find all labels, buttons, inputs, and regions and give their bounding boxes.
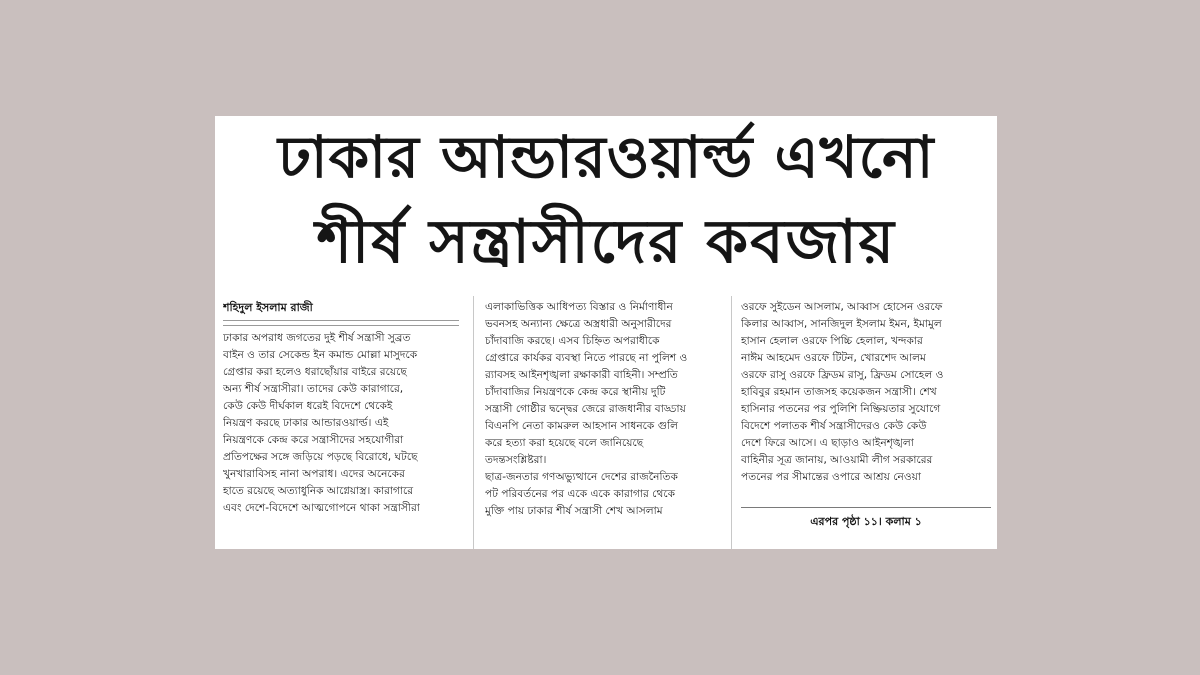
column-3-body: [741, 299, 991, 486]
article-line: কিলার আব্বাস, সানজিদুল ইসলাম ইমন, ইমামুল: [741, 318, 942, 330]
article-line: চাঁদাবাজি করছে। এসব চিহ্নিত অপরাধীকে: [485, 335, 660, 347]
article-line: পতনের পর সীমান্তের ওপারে আশ্রয় নেওয়া: [741, 471, 921, 483]
article-line: চাঁদাবাজির নিয়ন্ত্রণকে কেন্দ্র করে স্থানীয় দুটি: [485, 386, 666, 398]
article-line: তদন্তসংশ্লিষ্টরা।: [485, 454, 547, 466]
article-line: এলাকাভিত্তিক আধিপত্য বিস্তার ও নির্মাণাধীন: [485, 301, 673, 313]
continuation-note: এরপর পৃষ্ঠা ১১। কলাম ১: [810, 515, 922, 528]
article-line: কেউ কেউ দীর্ঘকাল ধরেই বিদেশে থেকেই: [223, 400, 393, 412]
article-line: প্রতিপক্ষের সঙ্গে জড়িয়ে পড়ছে বিরোধে, ঘটছে: [223, 451, 418, 463]
article-line: হাসিনার পতনের পর পুলিশি নিষ্ক্রিয়তার সুযোগে: [741, 403, 941, 415]
article-line: বাহিনীর সূত্র জানায়, আওয়ামী লীগ সরকারের: [741, 454, 933, 466]
article-line: ওরফে রাসু ওরফে ফ্রিডম রাসু, ফ্রিডম সোহেল ও: [741, 369, 944, 381]
newspaper-clipping: [215, 116, 997, 549]
article-line: এবং দেশে-বিদেশে আত্মগোপনে থাকা সন্ত্রাসীরা: [223, 502, 420, 514]
continuation-rule: [741, 507, 991, 508]
headline-line-2: শীর্ষ সন্ত্রাসীদের কবজায়: [316, 207, 896, 277]
article-line: বিএনপি নেতা কামরুল আহসান সাধনকে গুলি: [485, 420, 679, 432]
byline: শহিদুল ইসলাম রাজী: [223, 301, 313, 314]
article-line: অন্য শীর্ষ সন্ত্রাসীরা। তাদের কেউ কারাগারে,: [223, 383, 404, 395]
article-column-2: [485, 299, 721, 549]
article-line: ওরফে সুইডেন আসলাম, আব্বাস হোসেন ওরফে: [741, 301, 943, 313]
article-line: গ্রেপ্তার করা হলেও ধরাছোঁয়ার বাইরে রয়েছে: [223, 366, 407, 378]
column-2-body: [485, 299, 721, 520]
article-line: বিদেশে পলাতক শীর্ষ সন্ত্রাসীদেরও কেউ কেউ: [741, 420, 927, 432]
article-line: ঢাকার অপরাধ জগতের দুই শীর্ষ সন্ত্রাসী সুব্রত: [223, 332, 411, 344]
article-line: ছাত্র-জনতার গণঅভ্যুত্থানে দেশের রাজনৈতিক: [485, 471, 678, 483]
article-line: নিয়ন্ত্রণ করছে ঢাকার আন্ডারওয়ার্ল্ড। এই: [223, 417, 389, 429]
byline-rule: [223, 320, 459, 326]
article-line: র‍্যাবসহ আইনশৃঙ্খলা রক্ষাকারী বাহিনী। সম্প্রতি: [485, 369, 678, 381]
article-line: হাতে রয়েছে অত্যাধুনিক আগ্নেয়াস্ত্র। কারাগারে: [223, 485, 414, 497]
article-line: গ্রেপ্তারে কার্যকর ব্যবস্থা নিতে পারছে না পুলিশ ও: [485, 352, 688, 364]
article-line: বাইন ও তার সেকেন্ড ইন কমান্ড মোল্লা মাসুদকে: [223, 349, 418, 361]
article-column-1: [223, 299, 459, 549]
article-line: নিয়ন্ত্রণকে কেন্দ্র করে সন্ত্রাসীদের সহযোগীরা: [223, 434, 404, 446]
article-line: মুক্তি পায় ঢাকার শীর্ষ সন্ত্রাসী শেখ আসলাম: [485, 505, 663, 517]
article-column-3: [741, 299, 991, 549]
article-line: হাসান হেলাল ওরফে পিচ্চি হেলাল, খন্দকার: [741, 335, 923, 347]
column-divider: [731, 296, 732, 549]
article-line: খুনখারাবিসহ নানা অপরাধ। এদের অনেকের: [223, 468, 405, 480]
headline-line-1: ঢাকার আন্ডারওয়ার্ল্ড এখনো: [278, 123, 935, 191]
article-line: পট পরিবর্তনের পর একে একে কারাগার থেকে: [485, 488, 675, 500]
article-line: হাবিবুর রহমান তাজসহ কয়েকজন সন্ত্রাসী। শেখ: [741, 386, 937, 398]
article-line: করে হত্যা করা হয়েছে বলে জানিয়েছে: [485, 437, 644, 449]
article-line: ভবনসহ অন্যান্য ক্ষেত্রে অস্ত্রধারী অনুসারীদের: [485, 318, 672, 330]
article-line: সন্ত্রাসী গোষ্ঠীর দ্বন্দ্বের জেরে রাজধানীর বাড্ডায়: [485, 403, 686, 415]
article-line: দেশে ফিরে আসে। এ ছাড়াও আইনশৃঙ্খলা: [741, 437, 914, 449]
article-line: নাঈম আহমেদ ওরফে টিটন, খোরশেদ আলম: [741, 352, 926, 364]
column-1-body: [223, 330, 459, 517]
column-divider: [473, 296, 474, 549]
